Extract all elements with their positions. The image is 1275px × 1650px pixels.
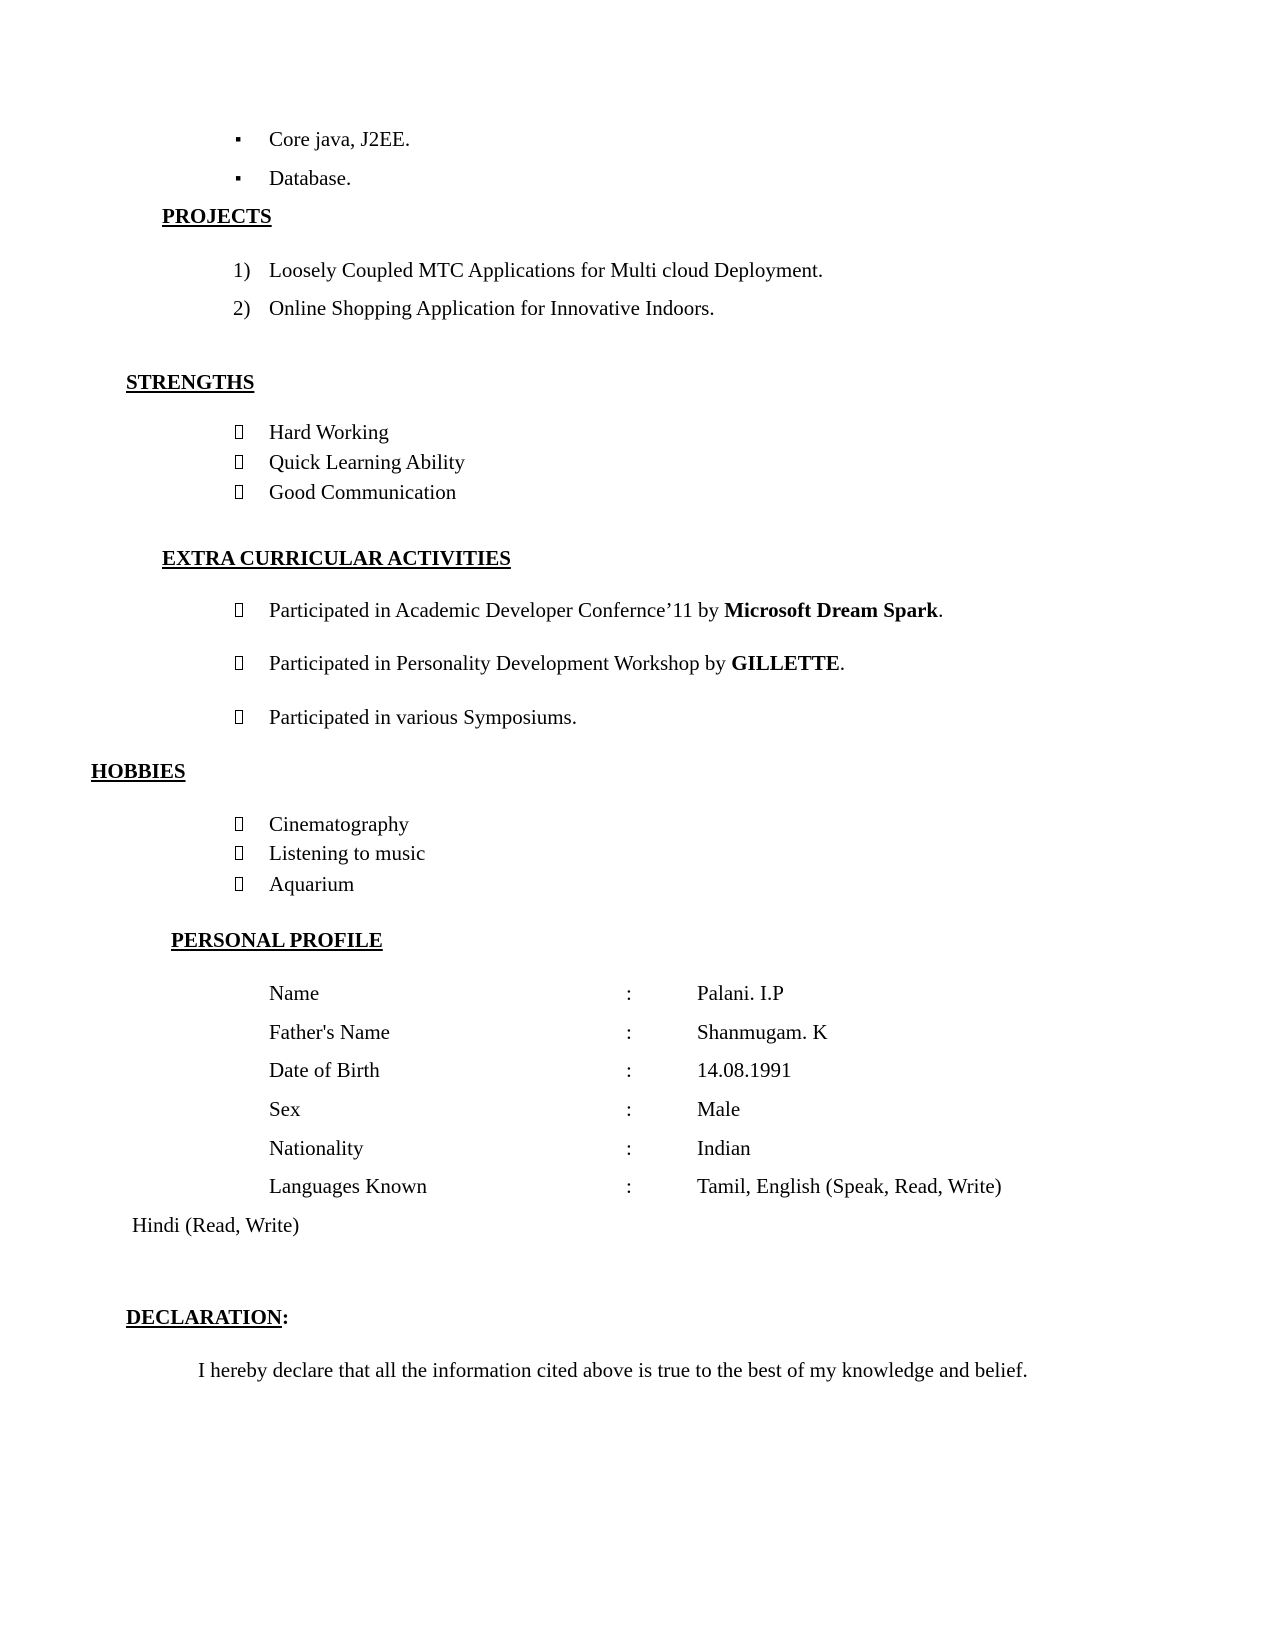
profile-label: Father's Name xyxy=(269,1020,390,1044)
box-bullet-icon xyxy=(235,877,243,891)
profile-label: Languages Known xyxy=(269,1174,428,1198)
profile-label: Nationality xyxy=(269,1136,364,1160)
profile-value: Palani. I.P xyxy=(697,981,784,1005)
project-number: 2) xyxy=(233,296,251,320)
hobby-item: Aquarium xyxy=(269,872,355,896)
skill-item: Core java, J2EE. xyxy=(269,127,411,151)
strength-item: Good Communication xyxy=(269,480,457,504)
extra-curricular-heading: EXTRA CURRICULAR ACTIVITIES xyxy=(162,546,511,570)
box-bullet-icon xyxy=(235,425,243,439)
profile-label: Date of Birth xyxy=(269,1058,380,1082)
personal-profile-heading: PERSONAL PROFILE xyxy=(171,928,383,952)
profile-label: Sex xyxy=(269,1097,301,1121)
box-bullet-icon xyxy=(235,656,243,670)
activity-item: Participated in Academic Developer Confernce’11 by Microsoft Dream Spark. xyxy=(269,598,944,622)
profile-value: Tamil, English (Speak, Read, Write) xyxy=(697,1174,1002,1198)
box-bullet-icon xyxy=(235,485,243,499)
profile-separator: : xyxy=(626,1136,632,1160)
declaration-heading-wrap xyxy=(126,1307,289,1328)
profile-value: Indian xyxy=(697,1136,751,1160)
declaration-heading: DECLARATION xyxy=(126,1305,282,1329)
strength-item: Hard Working xyxy=(269,420,389,444)
box-bullet-icon xyxy=(235,817,243,831)
profile-separator: : xyxy=(626,1020,632,1044)
profile-continuation: Hindi (Read, Write) xyxy=(132,1213,300,1237)
profile-value: Shanmugam. K xyxy=(697,1020,828,1044)
declaration-colon: : xyxy=(281,1305,289,1329)
activity-item: Participated in Personality Development Workshop by GILLETTE. xyxy=(269,651,845,675)
profile-label: Name xyxy=(269,981,320,1005)
project-item: Online Shopping Application for Innovative Indoors. xyxy=(269,296,715,320)
profile-separator: : xyxy=(626,1058,632,1082)
box-bullet-icon xyxy=(235,455,243,469)
activity-item: Participated in various Symposiums. xyxy=(269,705,577,729)
box-bullet-icon xyxy=(235,846,243,860)
profile-value: Male xyxy=(697,1097,741,1121)
box-bullet-icon xyxy=(235,710,243,724)
strength-item: Quick Learning Ability xyxy=(269,450,465,474)
projects-heading: PROJECTS xyxy=(162,204,272,228)
box-bullet-icon xyxy=(235,603,243,617)
hobbies-heading: HOBBIES xyxy=(91,759,186,783)
skill-item: Database. xyxy=(269,166,352,190)
profile-separator: : xyxy=(626,1097,632,1121)
bullet-icon: ▪ xyxy=(235,129,242,149)
declaration-text: I hereby declare that all the information cited above is true to the best of my knowledge and belief. xyxy=(198,1358,1028,1382)
strengths-heading: STRENGTHS xyxy=(126,370,255,394)
profile-value: 14.08.1991 xyxy=(697,1058,792,1082)
bullet-icon: ▪ xyxy=(235,168,242,188)
profile-separator: : xyxy=(626,981,632,1005)
project-item: Loosely Coupled MTC Applications for Multi cloud Deployment. xyxy=(269,258,824,282)
project-number: 1) xyxy=(233,258,251,282)
hobby-item: Listening to music xyxy=(269,841,426,865)
profile-separator: : xyxy=(626,1174,632,1198)
hobby-item: Cinematography xyxy=(269,812,409,836)
